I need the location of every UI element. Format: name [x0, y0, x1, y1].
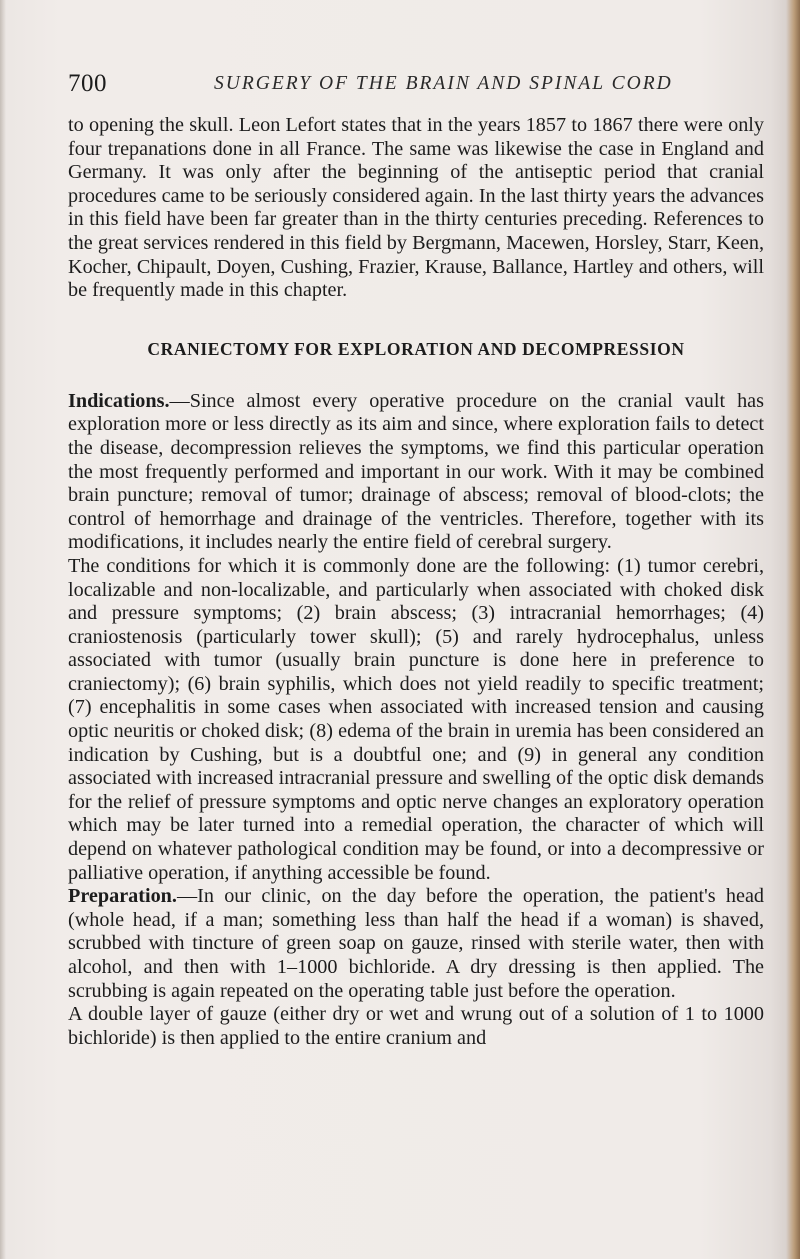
running-head: SURGERY OF THE BRAIN AND SPINAL CORD: [214, 73, 673, 94]
page-left-edge: [0, 0, 6, 1259]
section-heading: CRANIECTOMY FOR EXPLORATION AND DECOMPRESSION: [147, 338, 685, 359]
page-right-edge: [786, 0, 800, 1259]
preparation-paragraph: [68, 885, 764, 1003]
indications-paragraph: [68, 390, 764, 555]
page-number: 700: [68, 70, 107, 97]
intro-paragraph: to opening the skull. Leon Lefort states that in the years 1857 to 1867 there were only four trepanations done in all France. The same was likewise the case in England and Germany. It was only after the beginning of the antiseptic period that cranial procedures came to be seriously considered again. In the last thirty years the advances in this field have been far greater than in the thirty centuries preceding. References to the great services rendered in this field by Bergmann, Macewen, Horsley, Starr, Keen, Kocher, Chipault, Doyen, Cushing, Frazier, Krause, Ballance, Hartley and others, will be frequently made in this chapter.: [68, 114, 764, 302]
indications-text: —Since almost every operative procedure on the cranial vault has exploration more or less directly as its aim and since, where exploration fails to detect the disease, decompression relieves the symptoms, we find this particular operation the most frequently performed and important in our work. With it may be combined brain puncture; removal of tumor; drainage of abscess; removal of blood-clots; the control of hemorrhage and drainage of the ventricles. Therefore, together with its modifications, it includes nearly the entire field of cerebral surgery.: [68, 389, 764, 554]
conditions-paragraph: The conditions for which it is commonly done are the following: (1) tumor cerebri, localizable and non-localizable, and particularly when associated with choked disk and pressure symptoms; (2) brain abscess; (3) intracranial hemorrhages; (4) craniostenosis (particularly tower skull); (5) and rarely hydrocephalus, unless associated with tumor (usually brain puncture is done here in preference to craniectomy); (6) brain syphilis, which does not yield readily to specific treatment; (7) encephalitis in some cases when associated with increased tension and causing optic neuritis or choked disk; (8) edema of the brain in uremia has been considered an indication by Cushing, but is a doubtful one; and (9) in general any condition associated with increased intracranial pressure and swelling of the optic disk demands for the relief of pressure symptoms and optic nerve changes an exploratory operation which may be later turned into a remedial operation, the character of which will depend on whatever pathological condition may be found, or into a decompressive or palliative operation, if anything accessible be found.: [68, 554, 764, 884]
gauze-paragraph: A double layer of gauze (either dry or wet and wrung out of a solution of 1 to 1000 bichloride) is then applied to the entire cranium and: [68, 1003, 764, 1049]
page-body: [68, 114, 764, 1050]
preparation-label: Preparation.: [68, 885, 177, 908]
preparation-text: —In our clinic, on the day before the operation, the patient's head (whole head, if a man; something less than half the head if a woman) is shaved, scrubbed with tincture of green soap on gauze, rinsed with sterile water, then with alcohol, and then with 1–1000 bichloride. A dry dressing is then applied. The scrubbing is again repeated on the operating table just before the operation.: [68, 885, 764, 1002]
page-header: [68, 70, 768, 100]
indications-label: Indications.: [68, 389, 170, 412]
